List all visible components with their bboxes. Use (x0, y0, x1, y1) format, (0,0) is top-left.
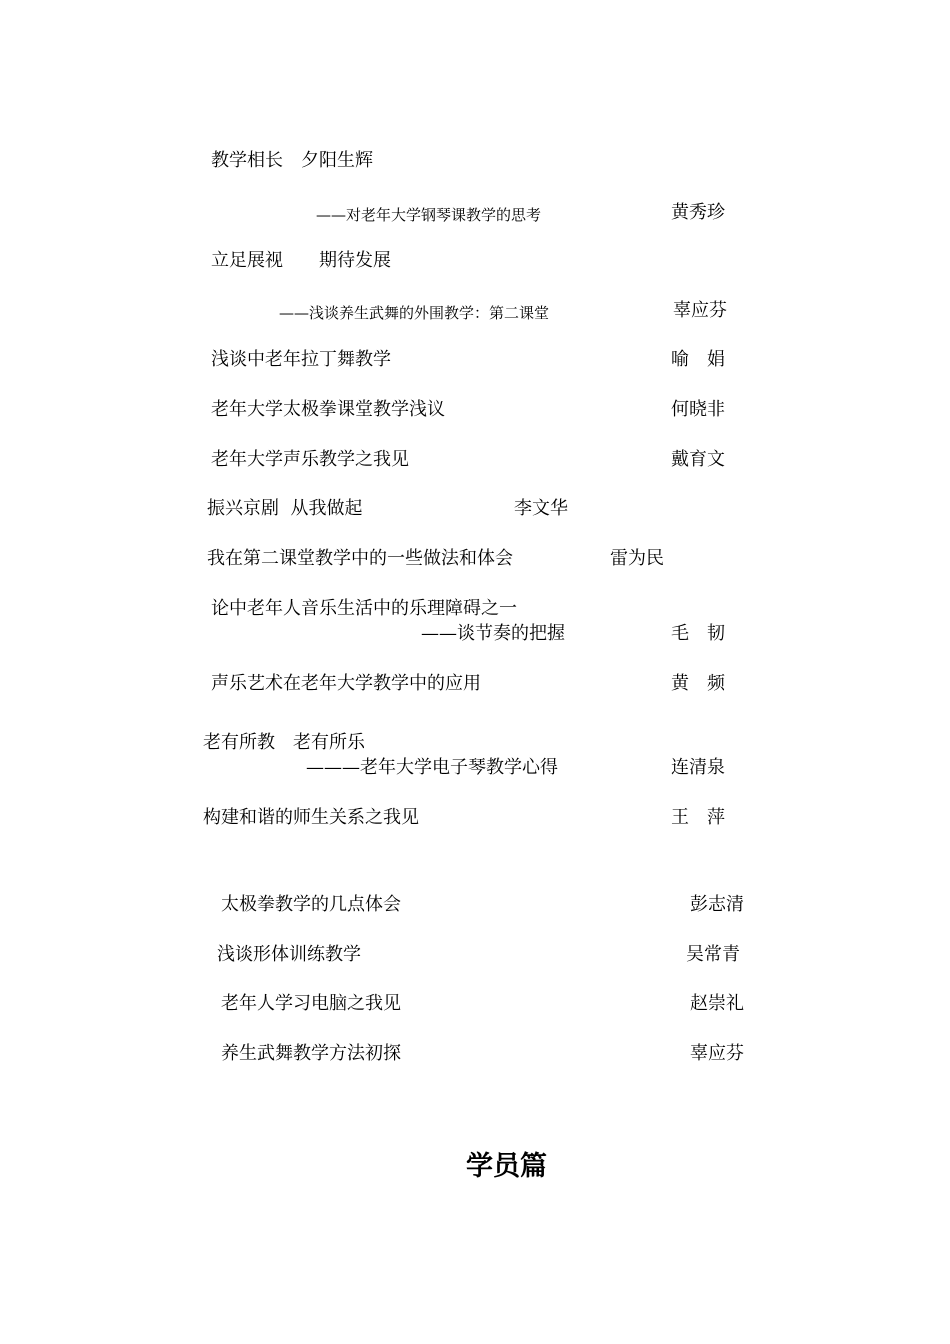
entry-title: 立足展视 期待发展 (211, 250, 391, 271)
entry-title: 太极拳教学的几点体会 (221, 894, 401, 915)
entry-author: 李文华 (514, 498, 568, 519)
entry-subtitle: ——谈节奏的把握 (421, 623, 565, 644)
entry-author: 赵崇礼 (690, 993, 744, 1014)
entry-title: 浅谈中老年拉丁舞教学 (211, 349, 391, 370)
entry-subtitle: ——对老年大学钢琴课教学的思考 (316, 206, 542, 224)
entry-author: 黄秀珍 (671, 202, 725, 223)
entry-subtitle: ——浅谈养生武舞的外围教学：第二课堂 (279, 304, 550, 322)
entry-title: 老年大学太极拳课堂教学浅议 (211, 399, 445, 420)
entry-title: 老有所教 老有所乐 (203, 732, 365, 753)
entry-title: 构建和谐的师生关系之我见 (203, 807, 419, 828)
entry-author: 毛 韧 (671, 623, 725, 644)
section-heading: 学员篇 (466, 1151, 547, 1182)
entry-title: 论中老年人音乐生活中的乐理障碍之一 (211, 598, 517, 619)
entry-title: 老年大学声乐教学之我见 (211, 449, 409, 470)
entry-author: 吴常青 (686, 944, 740, 965)
entry-subtitle: ———老年大学电子琴教学心得 (306, 757, 558, 778)
entry-title: 振兴京剧 从我做起 (207, 498, 363, 519)
entry-author: 彭志清 (690, 894, 744, 915)
entry-author: 戴育文 (671, 449, 725, 470)
entry-title: 声乐艺术在老年大学教学中的应用 (211, 673, 481, 694)
entry-title: 教学相长 夕阳生辉 (211, 150, 373, 171)
entry-title: 我在第二课堂教学中的一些做法和体会 (207, 548, 513, 569)
entry-author: 辜应芬 (673, 300, 727, 321)
entry-author: 王 萍 (671, 807, 725, 828)
entry-author: 黄 频 (671, 673, 725, 694)
entry-title: 老年人学习电脑之我见 (221, 993, 401, 1014)
entry-author: 雷为民 (610, 548, 664, 569)
entry-author: 连清泉 (671, 757, 725, 778)
entry-author: 辜应芬 (690, 1043, 744, 1064)
entry-title: 养生武舞教学方法初探 (221, 1043, 401, 1064)
entry-author: 何晓非 (671, 399, 725, 420)
entry-title: 浅谈形体训练教学 (217, 944, 361, 965)
entry-author: 喻 娟 (671, 349, 725, 370)
